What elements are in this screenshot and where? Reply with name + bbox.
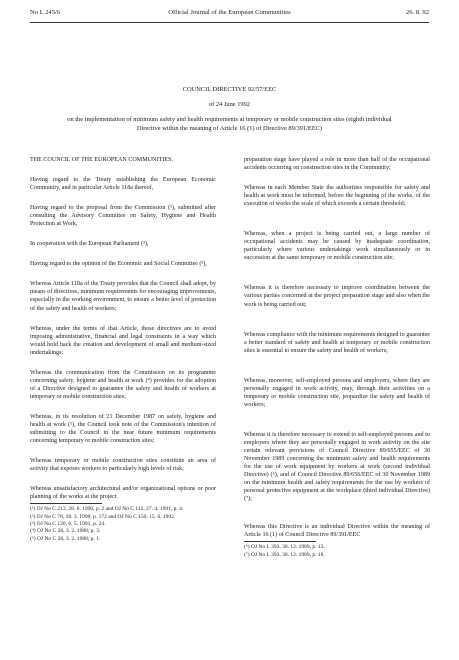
recital: Having regard to the Treaty establishing the European Economic Community, and in particular Article 118a thereof, [30,177,216,192]
recital: Whereas it is therefore necessary to extend to self-employed persons and to employers where they are personally engaged in work activity on the site certain relevant provisions of Council Directive 89/655/EEC of 30 November 1989 concerning the minimum safety and health requirements for the use of work equipment by workers at work (second individual Directive) (⁶), and of Council Directive 89/656/EEC of 30 November 1989 on the minimum health and safety requirements for the use by workers of personal protective equipment at the workplace (third individual Directive) (⁷); [244,431,430,503]
issue-number: No L 245/6 [30,9,61,16]
recital: Whereas temporary or mobile construction sites constitute an area of activity that exposes workers to particularly high levels of risk; [30,458,216,473]
title-block [60,86,399,140]
recital: Whereas it is therefore necessary to improve coordination between the various parties concerned at the project preparation stage and also when the work is being carried out; [244,285,430,308]
recital: Whereas, when a project is being carried out, a large number of occupational accidents may be caused by inadequate coordination, particularly where various undertakings work simultaneously or in succession at the same temporary or mobile construction site; [244,231,430,262]
issue-date: 26. 8. 92 [405,9,429,16]
directive-title: COUNCIL DIRECTIVE 92/57/EEC [182,86,277,93]
recital: Whereas, in its resolution of 21 December 1987 on safety, hygiene and health at work (⁵), the Council took note of the Commission's intention of submitting to the Council in the near future minimum requirements concerning temporary or mobile construction sites; [30,413,216,445]
footnote: (⁵) OJ No C 28, 3. 2. 1988, p. 1. [30,535,101,542]
recital: Having regard to the proposal from the Commission (¹), submitted after consulting the Advisory Committee on Safety, Hygiene and Health Protection at Work, [30,205,216,228]
recital: preparation stage have played a role in more than half of the occupational accidents occurring on construction sites in the Community; [244,157,430,172]
right-column [244,156,430,559]
directive-date: of 24 June 1992 [208,101,250,109]
header-rule [30,22,429,23]
recital: Whereas in each Member State the authorities responsible for safety and health at work must be informed, before the beginning of the works, of the execution of works the scale of which exceeds a certain threshold; [244,185,430,208]
recital: Whereas, under the terms of that Article, those directives are to avoid imposing administrative, financial and legal constraints in a way which would hold back the creation and development of small and medium-sized undertakings; [30,325,216,356]
footnote: (⁴) OJ No C 28, 3. 2. 1988, p. 3. [30,528,101,535]
recital: Whereas, moreover, self-employed persons and employers, where they are personally engaged in work activity, may, through their activities on a temporary or mobile construction site, jeopardize the safety and health of workers; [244,377,430,408]
directive-subject: on the implementation of minimum safety and health requirements at temporary or mobile construction sites (eighth individual Directive within the meaning of Article 16 (1) of Directive 89/391/EEC) [67,116,392,132]
recital: Whereas this Directive is an individual Directive within the meaning of Article 16 (1) of Council Directive 89/391/EEC [244,524,430,539]
recital: Whereas compliance with the minimum requirements designed to guarantee a better standard of safety and health at temporary or mobile construction sites is essential to ensure the safety and health of workers; [244,331,430,354]
footnote: (⁶) OJ No L 393, 30. 12. 1989, p. 13. [244,544,325,551]
journal-name: Official Journal of the European Communities [168,9,291,16]
running-header [30,9,429,21]
left-column [30,156,216,543]
footnote: (³) OJ No C 120, 6. 5. 1991, p. 24. [30,520,106,527]
recital: Whereas the communication from the Commission on its programme concerning safety, hygiene and health at work (⁴) provides for the adoption of a Directive designed to guarantee the safety and health of workers at temporary or mobile construction sites; [30,369,216,400]
footnote: (²) OJ No C 78, 18. 3. 1990, p. 172 and OJ No C 150, 15. 6. 1992. [30,513,176,520]
footnote-rule [244,541,316,542]
footnote-rule [30,503,102,504]
footnote: (⁷) OJ No L 393, 30. 12. 1989, p. 18. [244,551,325,558]
recital: Whereas Article 118a of the Treaty provides that the Council shall adopt, by means of directives, minimum requirements for encouraging improvements, especially in the working environment, to ensure a better level of protection of the safety and health of workers; [30,281,216,312]
recital: Having regard to the opinion of the Economic and Social Committee (³), [30,261,207,268]
recital: THE COUNCIL OF THE EUROPEAN COMMUNITIES, [30,157,173,163]
recital: Whereas unsatisfactory architectural and/or organizational options or poor planning of the works at the project [30,486,216,501]
footnote: (¹) OJ No C 213, 28. 8. 1990, p. 2 and OJ No C 112, 27. 4. 1991, p. 4. [30,506,184,513]
recital: In cooperation with the European Parliament (²), [30,241,149,248]
